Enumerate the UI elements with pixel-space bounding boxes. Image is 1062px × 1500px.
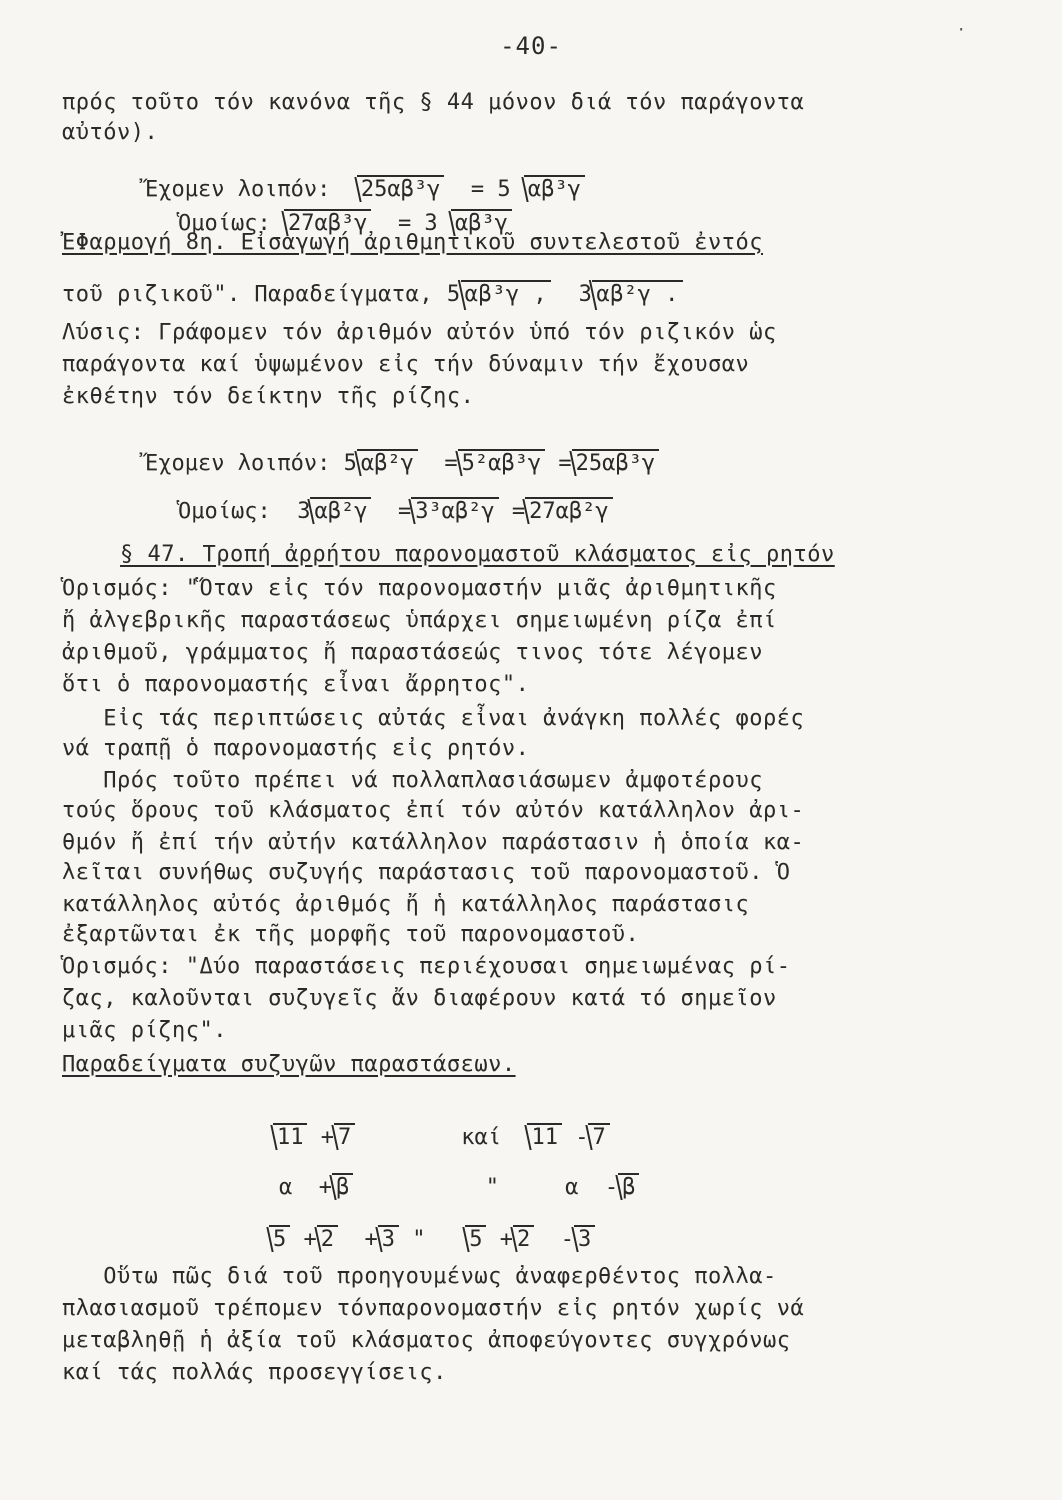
label: Ἔχομεν λοιπόν: — [144, 177, 331, 202]
text-line: ἀριθμοῦ, γράμματος ἤ παραστάσεώς τινος τότε λέγομεν — [62, 640, 764, 665]
text-line: Πρός τοῦτο πρέπει νά πολλαπλασιάσωμεν ἀμφοτέρους — [62, 768, 764, 793]
text-line: θμόν ἤ ἐπί τήν αὐτήν κατάλληλον παράστασιν ἡ ὁποία κα- — [62, 830, 805, 855]
example-row: Ἔχομεν λοιπόν: 5 αβ²γ = 5²αβ³γ = 25αβ³γ — [92, 426, 659, 501]
conjugate-row: 5 + 2 + 3 " 5 + 2 - 3 — [216, 1202, 595, 1277]
text-line: μεταβληθῇ ἡ ἀξία τοῦ κλάσματος ἀποφεύγοντες συγχρόνως — [62, 1328, 791, 1353]
text-line: κατάλληλος αὐτός ἀριθμός ἤ ἡ κατάλληλος παράστασις — [62, 892, 750, 917]
text-line: πρός τοῦτο τόν κανόνα τῆς § 44 μόνον διά τόν παράγοντα — [62, 90, 805, 115]
text-line: Ὁρισμός: "Ὅταν εἰς τόν παρονομαστήν μιᾶς ἀριθμητικῆς — [62, 576, 777, 601]
text-line: ζας, καλοῦνται συζυγεῖς ἄν διαφέρουν κατά τό σημεῖον — [62, 986, 777, 1011]
text-line: ὅτι ὁ παρονομαστής εἶναι ἄρρητος". — [62, 672, 530, 697]
example-row: Ὁμοίως: 3 αβ²γ = 3³αβ²γ = 27αβ²γ — [125, 474, 613, 549]
page-number: -40- — [500, 32, 562, 60]
text-line: Ὁρισμός: "Δύο παραστάσεις περιέχουσαι σημειωμένας ρί- — [62, 954, 791, 979]
text-line: Λύσις: Γράφομεν τόν ἀριθμόν αὐτόν ὑπό τόν ριζικόν ὡς — [62, 320, 777, 345]
text-line: λεῖται συνήθως συζυγής παράστασις τοῦ παρονομαστοῦ. Ὁ — [62, 860, 791, 885]
text-line: μιᾶς ρίζης". — [62, 1018, 227, 1043]
examples-heading: Παραδείγματα συζυγῶν παραστάσεων. — [62, 1052, 516, 1077]
example-row: Ὁμοίως: 27αβ³γ = 3 αβ³γ — [125, 186, 512, 261]
text-line: αὐτόν). — [62, 120, 159, 145]
text-line: τούς ὅρους τοῦ κλάσματος ἐπί τόν αὐτόν κατάλληλον ἀρι- — [62, 798, 805, 823]
text-line: τοῦ ριζικοῦ". Παραδείγματα, 5 αβ³γ , 3 αβ²γ . — [62, 280, 683, 310]
corner-mark: · — [956, 20, 966, 39]
text-line: παράγοντα καί ὑψωμένον εἰς τήν δύναμιν τήν ἔχουσαν — [62, 352, 750, 377]
conjugate-row: 11 + 7 καί 11 - 7 — [220, 1100, 610, 1175]
conjugate-row: α + β " α - β — [226, 1150, 639, 1225]
text-line: ἐκθέτην τόν δείκτην τῆς ρίζης. — [62, 384, 475, 409]
text-line: ἤ ἀλγεβρικῆς παραστάσεως ὑπάρχει σημειωμένη ρίζα ἐπί — [62, 608, 777, 633]
text-line: Εἰς τάς περιπτώσεις αὐτάς εἶναι ἀνάγκη πολλές φορές — [62, 706, 805, 731]
heading-application: ἘΦαρμογή 8η. Εἰσαγωγή ἀριθμητικοῦ συντελεστοῦ ἐντός — [62, 230, 764, 255]
text-line: νά τραπῇ ὁ παρονομαστής εἰς ρητόν. — [62, 736, 530, 761]
example-row: Ἔχομεν λοιπόν: 25αβ³γ = 5 αβ³γ — [92, 152, 585, 227]
text-line: πλασιασμοῦ τρέπομεν τόνπαρονομαστήν εἰς ρητόν χωρίς νά — [62, 1296, 805, 1321]
section-heading: § 47. Τροπή ἀρρήτου παρονομαστοῦ κλάσματος εἰς ρητόν — [120, 542, 835, 567]
text-line: ἐξαρτῶνται ἐκ τῆς μορφῆς τοῦ παρονομαστοῦ. — [62, 922, 640, 947]
text-line: Οὕτω πῶς διά τοῦ προηγουμένως ἀναφερθέντος πολλα- — [62, 1264, 777, 1289]
text-line: καί τάς πολλάς προσεγγίσεις. — [62, 1360, 447, 1385]
